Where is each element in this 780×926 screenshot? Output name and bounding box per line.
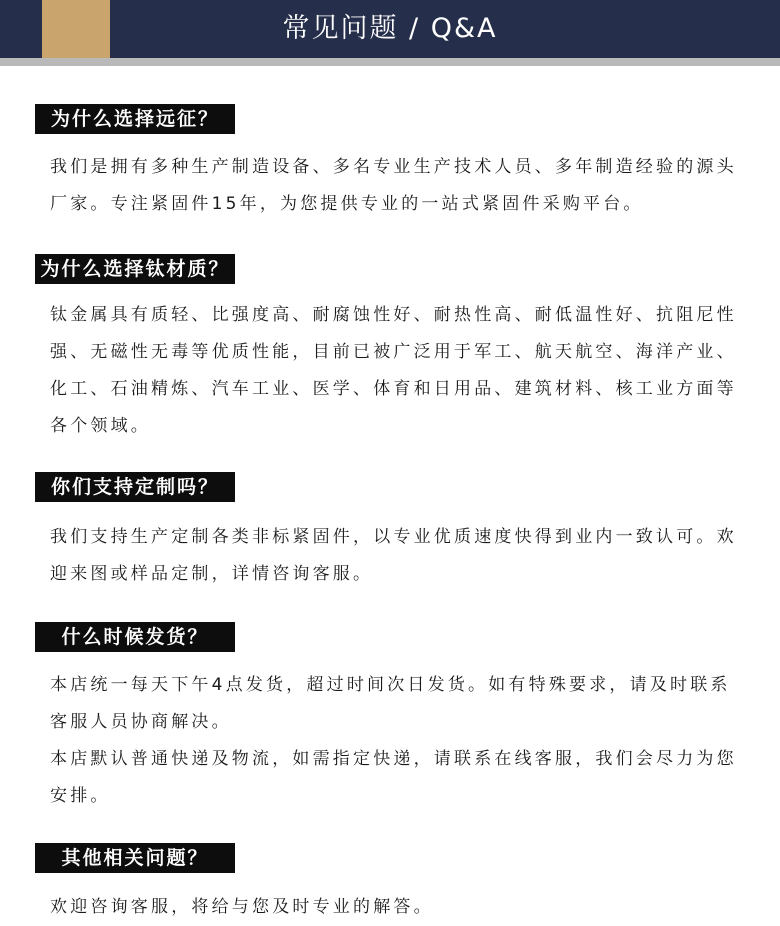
faq-answer-why-titanium — [50, 297, 740, 445]
answer-line: 迎来图或样品定制，详情咨询客服。 — [50, 564, 374, 584]
faq-answer-customization — [50, 519, 740, 593]
answer-line: 安排。 — [50, 786, 111, 806]
answer-line: 我们是拥有多种生产制造设备、多名专业生产技术人员、多年制造经验的源头 — [50, 157, 737, 177]
page-title: 常见问题 / Q&A — [282, 13, 498, 44]
answer-line: 厂家。专注紧固件15年，为您提供专业的一站式紧固件采购平台。 — [50, 194, 644, 214]
answer-line: 各个领域。 — [50, 416, 151, 436]
answer-line: 钛金属具有质轻、比强度高、耐腐蚀性好、耐热性高、耐低温性好、抗阻尼性 — [50, 305, 737, 325]
answer-line: 客服人员协商解决。 — [50, 712, 232, 732]
answer-line: 本店默认普通快递及物流，如需指定快递，请联系在线客服，我们会尽力为您 — [50, 749, 737, 769]
faq-question-why-titanium: 为什么选择钛材质？ — [35, 254, 235, 284]
faq-answer-shipping-time — [50, 667, 740, 815]
faq-question-other: 其他相关问题？ — [35, 843, 235, 873]
faq-question-shipping-time: 什么时候发货？ — [35, 622, 235, 652]
faq-answer-why-yuanzheng — [50, 149, 740, 223]
faq-question-why-yuanzheng: 为什么选择远征？ — [35, 104, 235, 134]
answer-line: 欢迎咨询客服，将给与您及时专业的解答。 — [50, 897, 434, 917]
faq-question-customization: 你们支持定制吗？ — [35, 472, 235, 502]
answer-line: 我们支持生产定制各类非标紧固件，以专业优质速度快得到业内一致认可。欢 — [50, 527, 737, 547]
answer-line: 化工、石油精炼、汽车工业、医学、体育和日用品、建筑材料、核工业方面等 — [50, 379, 737, 399]
faq-answer-other — [50, 889, 740, 926]
answer-line: 强、无磁性无毒等优质性能，目前已被广泛用于军工、航天航空、海洋产业、 — [50, 342, 737, 362]
answer-line: 本店统一每天下午4点发货，超过时间次日发货。如有特殊要求，请及时联系 — [50, 675, 731, 695]
banner-shadow-strip — [0, 58, 780, 66]
